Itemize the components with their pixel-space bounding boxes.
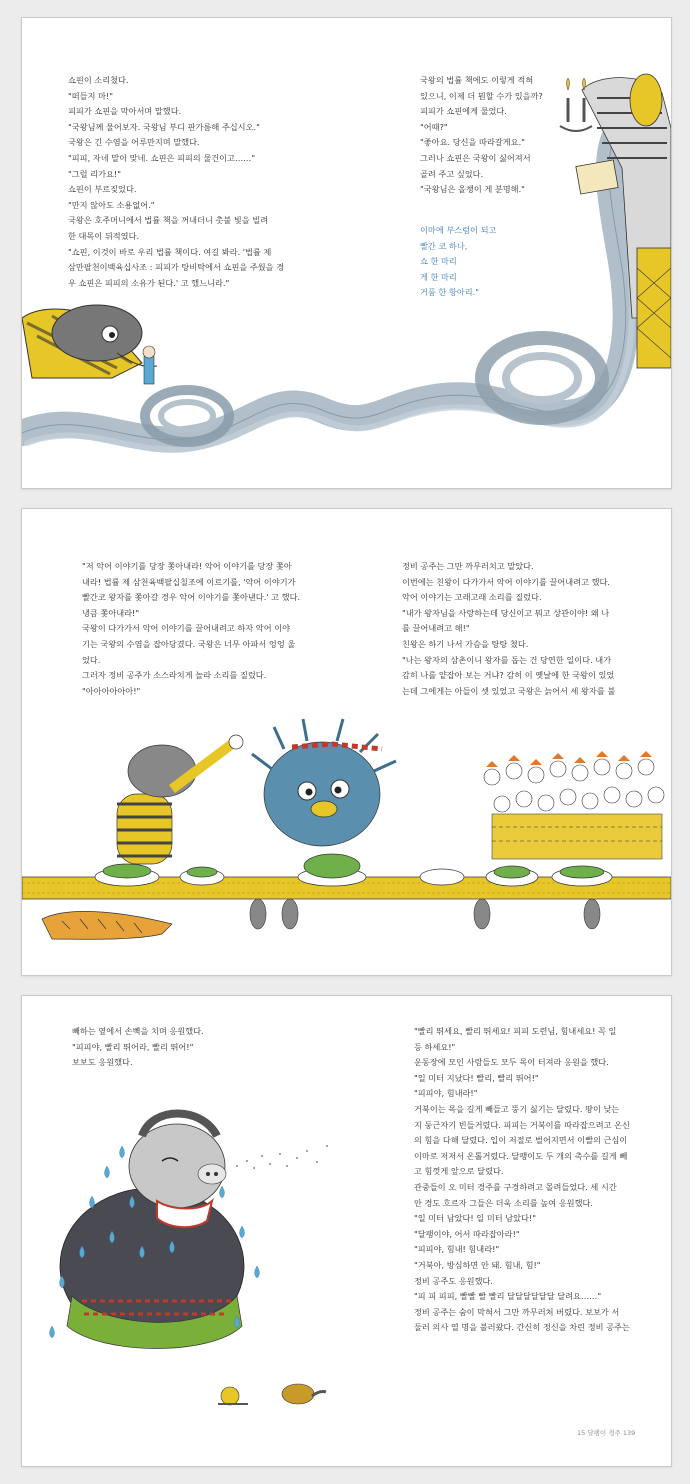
page2-right-line: 는데 그에게는 아들이 셋 있었고 국왕은 늙어서 세 왕자를 불 — [402, 685, 616, 696]
page1-blue-line: 쇼 한 마리 — [420, 256, 457, 267]
page1-right-line: "어때?" — [420, 121, 448, 132]
page1-right-line: 피피가 쇼핀에게 물었다. — [420, 106, 507, 117]
page1-left-line: "국왕님께 물어보자. 국왕님 부디 판가름해 주십시오." — [68, 121, 260, 132]
page1-left-line: "만지 않아도 소용없어." — [68, 199, 155, 210]
page1-left-line: "피피, 자네 말이 맞네. 쇼핀은 피피의 물건이고……" — [68, 152, 256, 163]
page3-right-line: "일 미터 지났다! 빨리, 빨리 뛰어!" — [414, 1072, 539, 1083]
page1-right-line: 있으니, 이제 더 뭔할 수가 있을까? — [420, 90, 543, 101]
illustration-hair-and-king — [22, 18, 671, 488]
page3-right-line: 지 둥근자기 빈들거렸다. 피피는 거북이를 따라잡으려고 온신 — [414, 1119, 630, 1130]
page3-right-line: "피피야, 힘내라!" — [414, 1088, 478, 1099]
page1-left-line: 삼만팔천이백육십사조 : 피피가 탕비탁에서 쇼핀을 주웠을 경 — [68, 262, 285, 273]
page2-right-line: "나는 왕자의 삼촌이니 왕자를 돕는 건 당연한 일이다. 내가 — [402, 654, 612, 665]
page1-right-line: "좋아요. 당신을 따라갈게요." — [420, 137, 525, 148]
page-spread-2 — [21, 508, 672, 976]
page3-right-line: 관중들이 오 미터 경주를 구경하려고 몰려들었다. 세 시간 — [414, 1181, 617, 1192]
page3-right-line: 둘러 의사 열 명을 불러왔다. 간신히 정신을 차린 정비 공주는 — [414, 1322, 630, 1333]
blue-monster — [252, 719, 396, 846]
page1-left-line: 한 대목이 뒤적였다. — [68, 230, 140, 241]
page2-left-line: "저 악어 이야기를 당장 쫓아내라! 악어 이야기를 당장 쫓아 — [82, 561, 292, 571]
page3-right-line: "일 미터 남았다! 일 미터 남았다!" — [414, 1213, 537, 1224]
crowd-of-princes — [484, 751, 664, 859]
page2-left-line: 냉큼 쫓아내라!" — [82, 607, 140, 618]
page3-left-line: 빼하는 옆에서 손뼉을 치며 응원했다. — [72, 1026, 204, 1036]
page2-right-line: 악어 이야기는 고래고래 소리를 질렀다. — [402, 592, 542, 603]
page3-right-line: 정비 공주도 응원했다. — [414, 1275, 493, 1286]
page1-blue-line: 빨간 코 하나, — [420, 240, 468, 251]
page1-blue-line: 게 한 마리 — [420, 271, 457, 282]
page1-blue-line: 거품 한 항아리." — [420, 287, 480, 298]
page1-left-line: "쇼핀, 이것이 바로 우리 법률 책이다. 여길 봐라. '법률 제 — [68, 246, 272, 257]
page1-right-line: 그러나 쇼핀은 국왕이 싫어져서 — [420, 152, 531, 163]
page1-left-line: 쇼핀이 부르짖었다. — [68, 184, 137, 195]
page1-right-line: "국왕님은 올챙이 게 분명해." — [420, 184, 525, 195]
page1-blue-line: 이마에 부스럼이 되고 — [420, 225, 497, 235]
crocodile-figure — [22, 305, 157, 384]
illustration-feast-table — [22, 509, 671, 975]
page2-right-line: 를 끌어내려고 해!" — [402, 623, 470, 634]
page2-left-line: 내라! 법률 제 삼천육백팔십칠조에 이르기를, '악어 이야기가 — [82, 576, 296, 587]
page3-right-line: "빨리 뛰세요, 빨리 뛰세요! 피피 도련님, 힘내세요! 꼭 일 — [414, 1026, 617, 1036]
page3-right-line: "달팽이야, 어서 따라잡아라!" — [414, 1228, 520, 1239]
snail-and-turtle — [218, 1384, 326, 1405]
page2-left-line: "아아아아아아!" — [82, 685, 141, 696]
page1-left-line: 국왕은 긴 수염을 어루만지며 말했다. — [68, 137, 200, 148]
page-folio: 15 달팽이 경주 139 — [577, 1429, 636, 1437]
page1-left-line: 우 쇼핀은 피피의 소유가 된다.' 고 했느니라." — [68, 277, 230, 288]
crocodile-under-table — [42, 911, 172, 939]
striped-character — [117, 735, 243, 864]
page3-right-line: 의 힘을 다해 달렸다. 입이 저절로 벌어지면서 이빨의 근심이 — [414, 1135, 628, 1146]
page3-left-line: 보보도 응원했다. — [72, 1057, 133, 1068]
page3-right-line: 정비 공주는 숨이 막혀서 그만 까무러쳐 버렸다. 보보가 서 — [414, 1306, 620, 1317]
page1-left-line: "떠들지 마!" — [68, 90, 114, 101]
page2-left-line: 그러자 정비 공주가 소스라치게 놀라 소리를 질렀다. — [82, 670, 267, 681]
page2-right-line: 친왕은 하기 나서 가슴을 탕탕 쳤다. — [402, 638, 529, 649]
page2-right-line: 정비 공주는 그만 까무러치고 말았다. — [402, 561, 534, 571]
page1-left-line: 쇼핀이 소리쳤다. — [68, 75, 129, 85]
page3-right-line: 안 경도 흐르자 그들은 더욱 소리를 높여 응원했다. — [414, 1197, 594, 1208]
page3-right-line: "거북아, 방심하면 안 돼. 힘내, 힘!" — [414, 1259, 541, 1270]
page2-left-line: 었다. — [82, 654, 101, 665]
page3-right-line: "피피야, 힘내! 힘내라!" — [414, 1244, 500, 1255]
illustration-crying-pig — [22, 996, 671, 1466]
page3-left-line: "피피야, 빨리 뛰어라, 빨리 뛰어!" — [72, 1041, 194, 1052]
page2-left-line: 국왕이 다가가서 악어 이야기를 끌어내려고 하자 악어 이야 — [82, 623, 291, 634]
page2-right-line: "내가 왕자님을 사랑하는데 당신이고 뭐고 상관이야! 왜 나 — [402, 607, 610, 618]
page3-right-line: 이마로 저저서 온톨거렸다. 달팽이도 두 개의 촉수를 길게 빼 — [414, 1150, 628, 1161]
page1-right-line: 골려 주고 싶었다. — [420, 168, 484, 179]
page2-right-line: 이번에는 친왕이 다가가서 악어 이야기를 끌어내려고 했다. — [402, 576, 611, 587]
page3-right-line: 운동장에 모인 사람들도 모두 목이 터져라 응원을 했다. — [414, 1057, 609, 1068]
page2-right-line: 감히 나를 얕잡아 보는 거냐? 감히 이 옛날에 한 국왕이 있었 — [402, 670, 615, 681]
page-spread-3 — [21, 995, 672, 1467]
page3-right-line: "피 피 피피, 빨빨 빨 빨리 달달달달달달 달려요……" — [414, 1291, 602, 1302]
page2-left-line: 기는 국왕의 수염을 잡아당겼다. 국왕은 너무 아파서 엉엉 울 — [82, 638, 296, 649]
page1-left-line: "그럴 리가요!" — [68, 168, 121, 179]
page3-right-line: 고 힘껏게 앞으로 달렸다. — [414, 1166, 504, 1177]
page-spread-1 — [21, 17, 672, 489]
page1-right-line: 국왕의 법률 책에도 이렇게 적혀 — [420, 75, 534, 85]
page3-right-line: 등 하세요!" — [414, 1041, 456, 1052]
page1-left-line: 피피가 쇼핀을 막아서며 말했다. — [68, 106, 182, 117]
page2-left-line: 빨간코 왕자를 쫓아갈 경우 악어 이야기를 쫓아낸다.' 고 했다. — [82, 592, 301, 603]
page3-right-line: 거북이는 목을 길게 빼들고 뚱기 싫기는 달렸다. 땅이 낮는 — [414, 1103, 620, 1114]
page1-left-line: 국왕은 호주머니에서 법률 책을 꺼내더니 촛불 빛을 빌려 — [68, 215, 269, 226]
